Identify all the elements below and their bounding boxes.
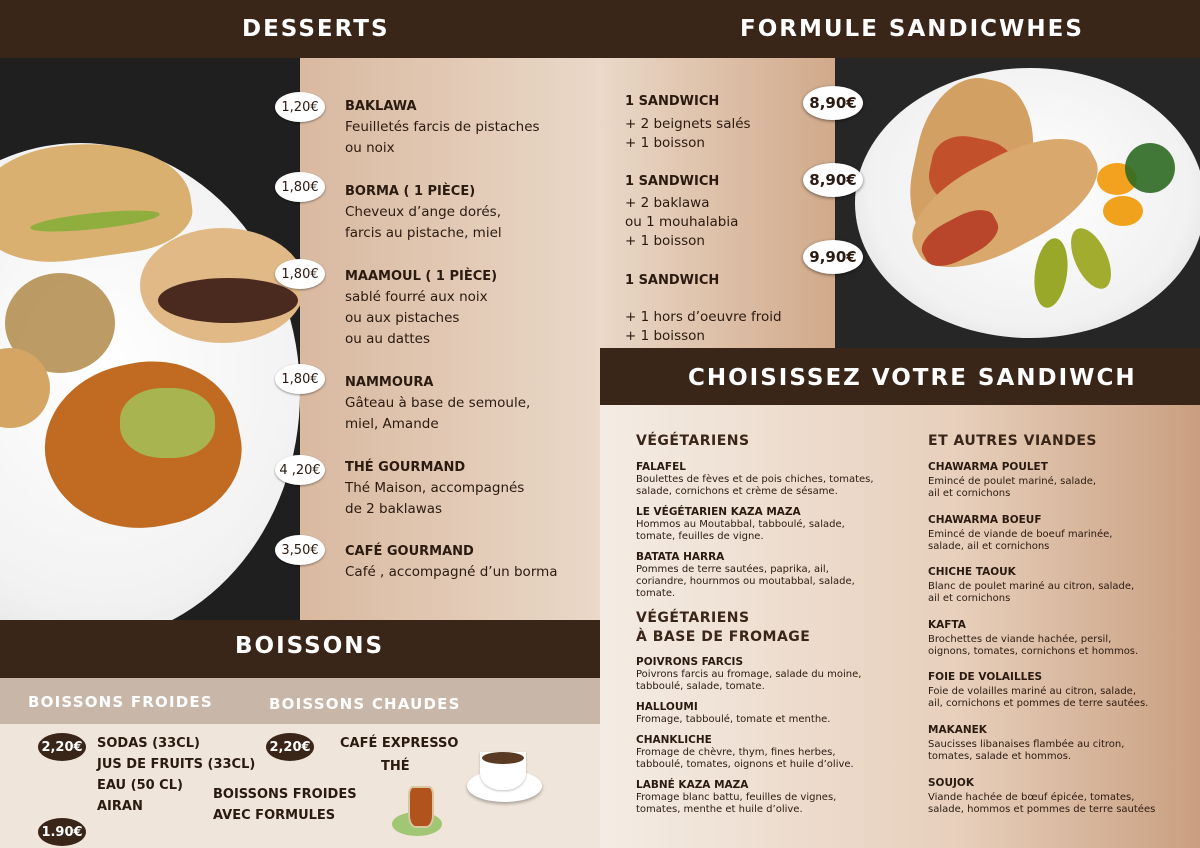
baklawa-desc-2: ou noix [345, 140, 395, 156]
kafta-name: KAFTA [928, 619, 966, 631]
falafel-desc-1: Boulettes de fèves et de pois chiches, tomates, [636, 474, 874, 485]
the-gourmand-name: THÉ GOURMAND [345, 460, 466, 475]
the-label: THÉ [381, 759, 410, 774]
borma-price: 1,80€ [275, 172, 325, 202]
labne-desc-2: tomates, menthe et huile d’olive. [636, 804, 803, 815]
foie-volailles-desc-1: Foie de volailles mariné au citron, salade, [928, 686, 1137, 697]
boissons-formules-label-1: BOISSONS FROIDES [213, 787, 357, 802]
formule-1-price: 8,90€ [803, 86, 863, 120]
tomato-image-2 [1103, 196, 1143, 226]
the-gourmand-desc-1: Thé Maison, accompagnés [345, 480, 525, 496]
the-gourmand-price: 4 ,20€ [275, 455, 325, 485]
desserts-photo [0, 58, 300, 620]
boissons-title: BOISSONS [235, 633, 385, 659]
chiche-taouk-desc-2: ail et cornichons [928, 593, 1011, 604]
chiche-taouk-name: CHICHE TAOUK [928, 566, 1016, 578]
nut-filling-image [120, 388, 215, 458]
foie-volailles-name: FOIE DE VOLAILLES [928, 671, 1043, 683]
borma-desc-1: Cheveux d’ange dorés, [345, 204, 501, 220]
chankliche-name: CHANKLICHE [636, 734, 712, 746]
eau-label: EAU (50 CL) [97, 778, 183, 793]
formule-2-line-2: ou 1 mouhalabia [625, 214, 739, 230]
poivrons-farcis-name: POIVRONS FARCIS [636, 656, 744, 668]
boissons-formules-label-2: AVEC FORMULES [213, 808, 336, 823]
maamoul-price: 1,80€ [275, 259, 325, 289]
maamoul-desc-2: ou aux pistaches [345, 310, 460, 326]
nammoura-desc-2: miel, Amande [345, 416, 439, 432]
makanek-desc-1: Saucisses libanaises flambée au citron, [928, 739, 1125, 750]
coffee-image [482, 752, 524, 764]
tea-glass-image [408, 786, 434, 828]
chawarma-poulet-desc-1: Emincé de poulet mariné, salade, [928, 476, 1097, 487]
formule-title: FORMULE SANDICWHES [740, 16, 1084, 42]
nammoura-desc-1: Gâteau à base de semoule, [345, 395, 531, 411]
makanek-desc-2: tomates, salade et hommos. [928, 751, 1072, 762]
date-filling-image [158, 278, 298, 323]
kaza-maza-name: LE VÉGÉTARIEN KAZA MAZA [636, 506, 801, 518]
halloumi-desc-1: Fromage, tabboulé, tomate et menthe. [636, 714, 831, 725]
parsley-image [1125, 143, 1175, 193]
soujok-desc-1: Viande hachée de bœuf épicée, tomates, [928, 792, 1135, 803]
chawarma-boeuf-name: CHAWARMA BOEUF [928, 514, 1042, 526]
batata-harra-desc-1: Pommes de terre sautées, paprika, ail, [636, 564, 829, 575]
sandwich-photo [835, 58, 1200, 348]
labne-desc-1: Fromage blanc battu, feuilles de vignes, [636, 792, 837, 803]
maamoul-desc-1: sablé fourré aux noix [345, 289, 488, 305]
cafe-gourmand-desc-1: Café , accompagné d’un borma [345, 564, 558, 580]
formule-1-line-1: + 2 beignets salés [625, 116, 751, 132]
fromage-title-2: À BASE DE FROMAGE [636, 629, 811, 645]
cafe-gourmand-price: 3,50€ [275, 535, 325, 565]
formule-1-title: 1 SANDWICH [625, 94, 720, 109]
batata-harra-desc-3: tomate. [636, 588, 676, 599]
chawarma-boeuf-desc-1: Emincé de viande de boeuf marinée, [928, 529, 1113, 540]
nammoura-price: 1,80€ [275, 364, 325, 394]
chankliche-desc-2: tabboulé, tomates, oignons et huile d’olive. [636, 759, 854, 770]
formule-2-price: 8,90€ [803, 163, 863, 197]
halloumi-name: HALLOUMI [636, 701, 698, 713]
baklawa-price: 1,20€ [275, 92, 325, 122]
foie-volailles-desc-2: ail, cornichons et pommes de terre sautées. [928, 698, 1149, 709]
kafta-desc-1: Brochettes de viande hachée, persil, [928, 634, 1112, 645]
fromage-title-1: VÉGÉTARIENS [636, 610, 750, 626]
makanek-name: MAKANEK [928, 724, 987, 736]
baklawa-desc-1: Feuilletés farcis de pistaches [345, 119, 540, 135]
cafe-expresso-label: CAFÉ EXPRESSO [340, 736, 459, 751]
formule-3-line-2: + 1 boisson [625, 328, 705, 344]
formule-2-line-3: + 1 boisson [625, 233, 705, 249]
formule-drink-price: 1.90€ [38, 818, 86, 846]
vegetariens-title: VÉGÉTARIENS [636, 433, 750, 449]
boissons-froides-title: BOISSONS FROIDES [28, 693, 213, 711]
sodas-label: SODAS (33CL) [97, 736, 200, 751]
froides-price: 2,20€ [38, 733, 86, 761]
soujok-desc-2: salade, hommos et pommes de terre sautées [928, 804, 1156, 815]
batata-harra-desc-2: coriandre, hournmos ou moutabbal, salade, [636, 576, 855, 587]
borma-desc-2: farcis au pistache, miel [345, 225, 502, 241]
kaza-maza-desc-1: Hommos au Moutabbal, tabboulé, salade, [636, 519, 845, 530]
chawarma-poulet-desc-2: ail et cornichons [928, 488, 1011, 499]
formule-2-line-1: + 2 baklawa [625, 195, 710, 211]
desserts-title: DESSERTS [242, 16, 390, 42]
soujok-name: SOUJOK [928, 777, 974, 789]
kafta-desc-2: oignons, tomates, cornichons et hommos. [928, 646, 1139, 657]
chaudes-price: 2,20€ [266, 733, 314, 761]
chankliche-desc-1: Fromage de chèvre, thym, fines herbes, [636, 747, 836, 758]
labne-name: LABNÉ KAZA MAZA [636, 779, 749, 791]
choisissez-title: CHOISISSEZ VOTRE SANDIWCH [688, 365, 1137, 391]
kaza-maza-desc-2: tomate, feuilles de vigne. [636, 531, 764, 542]
formule-2-title: 1 SANDWICH [625, 174, 720, 189]
maamoul-name: MAAMOUL ( 1 PIÈCE) [345, 269, 498, 284]
formule-1-line-2: + 1 boisson [625, 135, 705, 151]
borma-name: BORMA ( 1 PIÈCE) [345, 184, 476, 199]
formule-3-title: 1 SANDWICH [625, 273, 720, 288]
cafe-gourmand-name: CAFÉ GOURMAND [345, 544, 474, 559]
jus-label: JUS DE FRUITS (33CL) [97, 757, 256, 772]
batata-harra-name: BATATA HARRA [636, 551, 725, 563]
formule-3-line-1: + 1 hors d’oeuvre froid [625, 309, 782, 325]
airan-label: AIRAN [97, 799, 143, 814]
viandes-title: ET AUTRES VIANDES [928, 433, 1097, 449]
poivrons-farcis-desc-1: Poivrons farcis au fromage, salade du moine, [636, 669, 862, 680]
chiche-taouk-desc-1: Blanc de poulet mariné au citron, salade, [928, 581, 1135, 592]
poivrons-farcis-desc-2: tabboulé, salade, tomate. [636, 681, 765, 692]
chawarma-boeuf-desc-2: salade, ail et cornichons [928, 541, 1050, 552]
the-gourmand-desc-2: de 2 baklawas [345, 501, 443, 517]
nammoura-name: NAMMOURA [345, 375, 434, 390]
falafel-name: FALAFEL [636, 461, 686, 473]
boissons-chaudes-title: BOISSONS CHAUDES [269, 695, 461, 713]
chawarma-poulet-name: CHAWARMA POULET [928, 461, 1048, 473]
falafel-desc-2: salade, cornichons et crème de sésame. [636, 486, 838, 497]
baklawa-name: BAKLAWA [345, 99, 417, 114]
maamoul-desc-3: ou au dattes [345, 331, 430, 347]
formule-3-price: 9,90€ [803, 240, 863, 274]
